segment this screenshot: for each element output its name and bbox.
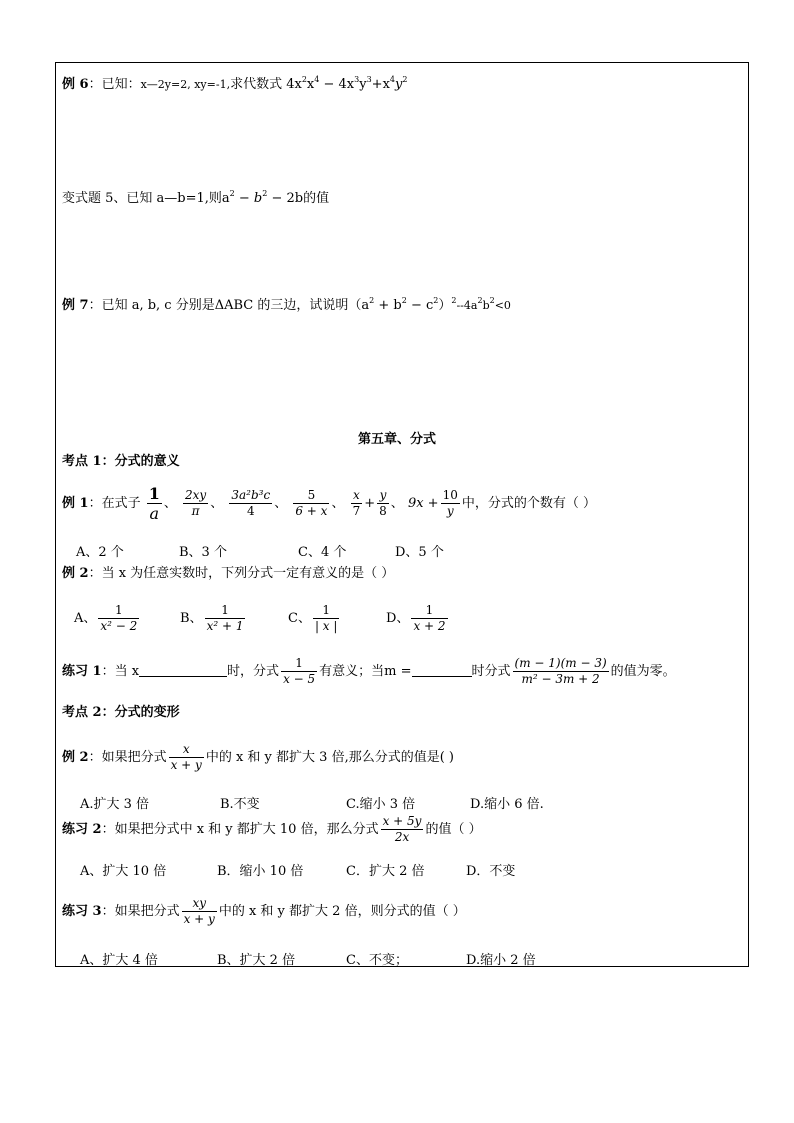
option-a: A.扩大 3 倍 — [80, 797, 150, 812]
fraction: $\frac{10}{y}$ — [442, 488, 458, 518]
example-2-transform: 例 2：如果把分式 $\frac{x}{x + y}$ 中的 x 和 y 都扩大 3 倍,那么分式的值是( ) — [62, 742, 454, 772]
practice-2: 练习 2：如果把分式中 x 和 y 都扩大 10 倍，那么分式 $\frac{x + 5y}{2x}$ 的值（ ） — [62, 814, 482, 844]
option-b: B．缩小 10 倍 — [217, 864, 304, 879]
example-7-label: 例 7 — [62, 298, 89, 313]
option-a: A、 $\frac{1}{\text{x² − 2}}$ — [74, 603, 138, 633]
option-b: B、3 个 — [179, 545, 227, 560]
key-point-2: 考点 2：分式的变形 — [62, 705, 180, 720]
example-6: 例 6：已知：x—2y=2, xy=-1,求代数式 $4x^2x^4 - 4x^3y^3+x^4y^2$ — [62, 75, 408, 92]
fraction: $\frac{\text{3a²b³c}}{4}$ — [231, 488, 271, 518]
example-6-label: 例 6 — [62, 77, 89, 92]
option-a: A、2 个 — [76, 545, 124, 560]
fraction: $\frac{x}{x + y}$ — [170, 742, 202, 772]
key-point-1: 考点 1：分式的意义 — [62, 454, 180, 469]
option-a: A、扩大 4 倍 — [80, 953, 158, 968]
answer-blank — [412, 676, 472, 677]
option-c: C.缩小 3 倍 — [346, 797, 416, 812]
example-1: 例 1：在式子 $\frac{1}{a}$ 、 $\frac{2xy}{\pi}$ 、 $\frac{\text{3a²b³c}}{4}$ 、 $\frac{5}{6 + x}$ 、 $\frac{x}{7}$ + $\frac{y}{8}$ 、 9x + $\frac{10}{y}$ 中，分式的个数有（ ） — [62, 484, 596, 523]
fraction: $\frac{y}{8}$ — [379, 488, 387, 518]
option-c: C、4 个 — [298, 545, 347, 560]
fraction: $\frac{xy}{x + y}$ — [183, 896, 215, 926]
option-d: D.缩小 2 倍 — [466, 953, 536, 968]
fraction: $\frac{x}{7}$ — [352, 488, 361, 518]
option-b: B、 $\frac{1}{\text{x² + 1}}$ — [180, 603, 244, 633]
option-c: C．扩大 2 倍 — [346, 864, 425, 879]
option-b: B.不变 — [220, 797, 260, 812]
option-d: D．不变 — [466, 864, 516, 879]
answer-blank — [139, 676, 227, 677]
fraction: $\frac{1}{a}$ — [148, 484, 160, 523]
practice-1: 练习 1：当 x 时，分式 $\frac{1}{x - 5}$ 有意义；当m = 时分式 $\frac{(m - 1)(m - 3)}{\text{m² − 3m + 2}}$ 的值为零。 — [62, 656, 676, 686]
option-c: C、不变； — [346, 953, 408, 968]
chapter-title: 第五章、分式 — [357, 432, 436, 447]
option-c: C、 $\frac{1}{| x |}$ — [288, 603, 338, 633]
option-d: D、5 个 — [395, 545, 444, 560]
fraction: $\frac{x + 5y}{2x}$ — [382, 814, 422, 844]
option-a: A、扩大 10 倍 — [80, 864, 167, 879]
fraction: $\frac{1}{x - 5}$ — [283, 656, 316, 686]
fraction: $\frac{2xy}{\pi}$ — [185, 488, 207, 518]
example-7: 例 7：已知 a, b, c 分别是ΔABC 的三边，试说明$(a^2 + b^2 - c^2)^2--4a^2b^2<0$ — [62, 296, 511, 313]
example-2-meaning: 例 2：当 x 为任意实数时，下列分式一定有意义的是（ ） — [62, 566, 395, 581]
option-d: D.缩小 6 倍. — [470, 797, 544, 812]
fraction: $\frac{5}{6 + x}$ — [295, 488, 328, 518]
practice-3: 练习 3：如果把分式 $\frac{xy}{x + y}$ 中的 x 和 y 都扩大 2 倍，则分式的值（ ） — [62, 896, 466, 926]
fraction: $\frac{(m - 1)(m - 3)}{\text{m² − 3m + 2}}$ — [514, 656, 607, 686]
option-d: D、 $\frac{1}{x + 2}$ — [386, 603, 446, 633]
option-b: B、扩大 2 倍 — [217, 953, 296, 968]
variant-5: 变式题 5、已知 a—b=1,则$a^2 - b^2 - 2b$的值 — [62, 189, 330, 206]
